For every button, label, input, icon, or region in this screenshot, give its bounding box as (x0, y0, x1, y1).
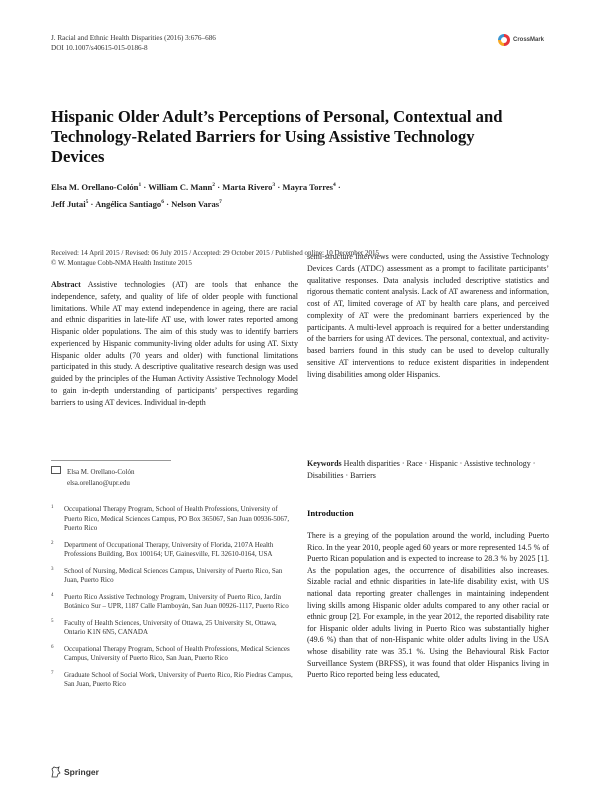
footnote-divider (51, 460, 171, 461)
author-affiliation-marker: 5 (85, 199, 89, 205)
affiliation-list (51, 505, 296, 697)
affiliation-number: 5 (51, 618, 54, 624)
affiliation-item (51, 593, 296, 612)
crossmark-label: CrossMark (513, 37, 545, 43)
abstract-text: Assistive technologies (AT) are tools that enhance the independence, safety, and quality of life of older people with functional limitations. While AT may extend independence in ageing, there are racial and ethnic disparities in late-life AT use, with lower rates reported among Hispanic older populations. The aim of this study was to identify barriers experienced by Hispanic community-living older adults for using AT. Sixty Hispanic older adults (70 years and older) with functional limitations participated in this study. A descriptive qualitative research design was used guided by the principles of the Human Activity Assistive Technology Model to gain in-depth understanding of participants’ perspectives regarding barriers to using AT devices. Individual in-depth (51, 280, 299, 407)
doi[interactable]: DOI 10.1007/s40615-015-0186-8 (51, 44, 148, 52)
keywords-label: Keywords (307, 459, 342, 468)
affiliation-number: 3 (51, 566, 54, 572)
journal-citation: J. Racial and Ethnic Health Disparities (2016) 3:676–686 (51, 34, 216, 42)
affiliation-item (51, 541, 296, 560)
author-name[interactable]: Elsa M. Orellano-Colón (51, 182, 139, 192)
affiliation-text: Puerto Rico Assistive Technology Program, University of Puerto Rico, Jardín Botánico Sur – UPR, 1187 Calle Flamboyán, San Juan 00926-1117, Puerto Rico (64, 592, 289, 610)
abstract-label: Abstract (51, 280, 81, 289)
abstract-left (51, 279, 298, 408)
author-affiliation-marker: 4 (333, 182, 336, 188)
history-dates: Received: 14 April 2015 / Revised: 06 July 2015 / Accepted: 29 October 2015 / Published online: 10 December 2015 (51, 249, 379, 257)
author-affiliation-marker: 2 (212, 182, 216, 188)
introduction-body: There is a greying of the population around the world, including Puerto Rico. In the year 2010, people aged 60 years or more represented 14.5 % of Puerto Rican population and is expected to increase to 28.3 % by 2025 [1]. As the population ages, the occurrence of disabilities also increases. Sizable racial and ethnic disparities in late-life disability exist, with US national data reporting greater challenges in maintaining independent living skills among Hispanic older adults compared to any other racial or ethnic group [2]. For example, in the year 2012, the reported disability rate for Hispanic older adults living in Puerto Rico was substantially higher (49.6 %) than that of non-Hispanic white older adults living in the USA whose disability rate was 35.1 %. Using the Behavioural Risk Factor Surveillance System (BRFSS), it was found that older Hispanics living in Puerto Rico reported being less educated, (307, 531, 549, 680)
article-title: Hispanic Older Adult’s Perceptions of Personal, Contextual and Technology-Related Barriers for Using Assistive Technology Devices (51, 107, 503, 166)
affiliation-text: Occupational Therapy Program, School of Health Professions, University of Puerto Rico, Medical Sciences Campus, PO Box 365067, San Juan 00936-5067, Puerto Rico (64, 505, 290, 532)
crossmark-icon (498, 34, 510, 46)
affiliation-text: Graduate School of Social Work, University of Puerto Rico, Río Piedras Campus, San Juan, Puerto Rico (64, 670, 293, 688)
section-heading-introduction: Introduction (307, 508, 354, 518)
keywords-text: Health disparities · Race · Hispanic · Assistive technology · Disabilities · Barriers (307, 459, 536, 480)
publisher-name: Springer (64, 767, 99, 777)
corresponding-author (51, 466, 134, 488)
crossmark-badge[interactable] (498, 33, 548, 47)
affiliation-number: 2 (51, 540, 54, 546)
affiliation-text: School of Nursing, Medical Sciences Campus, University of Puerto Rico, San Juan, Puerto Rico (64, 566, 283, 584)
journal-header (51, 33, 216, 53)
springer-horse-icon (51, 766, 61, 778)
affiliation-number: 6 (51, 644, 54, 650)
author-affiliation-marker: 7 (219, 199, 222, 205)
affiliation-item (51, 671, 296, 690)
affiliation-number: 7 (51, 670, 54, 676)
contact-name: Elsa M. Orellano-Colón (67, 468, 135, 476)
author-name[interactable]: Mayra Torres (282, 182, 334, 192)
author-affiliation-marker: 1 (138, 182, 142, 188)
affiliation-item (51, 619, 296, 638)
copyright-line: © W. Montague Cobb-NMA Health Institute 2015 (51, 259, 192, 267)
author-affiliation-marker: 6 (161, 199, 164, 205)
affiliation-item (51, 645, 296, 664)
abstract-text-continued: semi-structure interviews were conducted, using the Assistive Technology Devices Cards (ATDC) assessment as a prompt to facilitate participants’ qualitative responses. Data analysis included descriptive statistics and rigorous thematic content analysis. Lack of AT awareness and information, cost of AT, limited coverage of AT by health care plans, and perceived complexity of AT were the predominant barriers experienced by the participants. A multi-level approach is required for a better understanding of the barriers for using AT devices. The personal, contextual, and activity-based barriers found in this study can be used to develop culturally sensitive AT interventions to reduce existent disparities in independent living disabilities among older Hispanics. (307, 252, 549, 379)
keywords (307, 458, 549, 481)
affiliation-item (51, 505, 296, 534)
affiliation-text: Occupational Therapy Program, School of Health Professions, Medical Sciences Campus, University of Puerto Rico, San Juan, Puerto Rico (64, 644, 290, 662)
envelope-icon (51, 466, 61, 474)
author-name[interactable]: William C. Mann (148, 182, 213, 192)
author-name[interactable]: Nelson Varas (171, 199, 220, 209)
author-name[interactable]: Jeff Jutai (51, 199, 86, 209)
affiliation-item (51, 567, 296, 586)
author-name[interactable]: Marta Rivero (222, 182, 273, 192)
author-list: Elsa M. Orellano-Colón$^1$ · William C. Mann$^2$ · Marta Rivero$^3$ · Mayra Torres$^4$ · Jeff Jutai$^5$ · Angélica Santiago$^6$ · Nelson Varas$^7$ (51, 182, 341, 209)
author-name[interactable]: Angélica Santiago (95, 199, 162, 209)
author-affiliation-marker: 3 (272, 182, 276, 188)
affiliation-text: Faculty of Health Sciences, University of Ottawa, 25 University St, Ottawa, Ontario K1N 6N5, CANADA (64, 618, 277, 636)
affiliation-text: Department of Occupational Therapy, University of Florida, 2107A Health Professions Building, Box 100164; UF, Gainesville, FL 32610-0164, USA (64, 540, 274, 558)
affiliation-number: 1 (51, 505, 54, 510)
contact-email[interactable]: elsa.orellano@upr.edu (67, 478, 130, 487)
publisher-logo (51, 766, 99, 778)
abstract-right (307, 251, 549, 380)
affiliation-number: 4 (51, 592, 54, 598)
